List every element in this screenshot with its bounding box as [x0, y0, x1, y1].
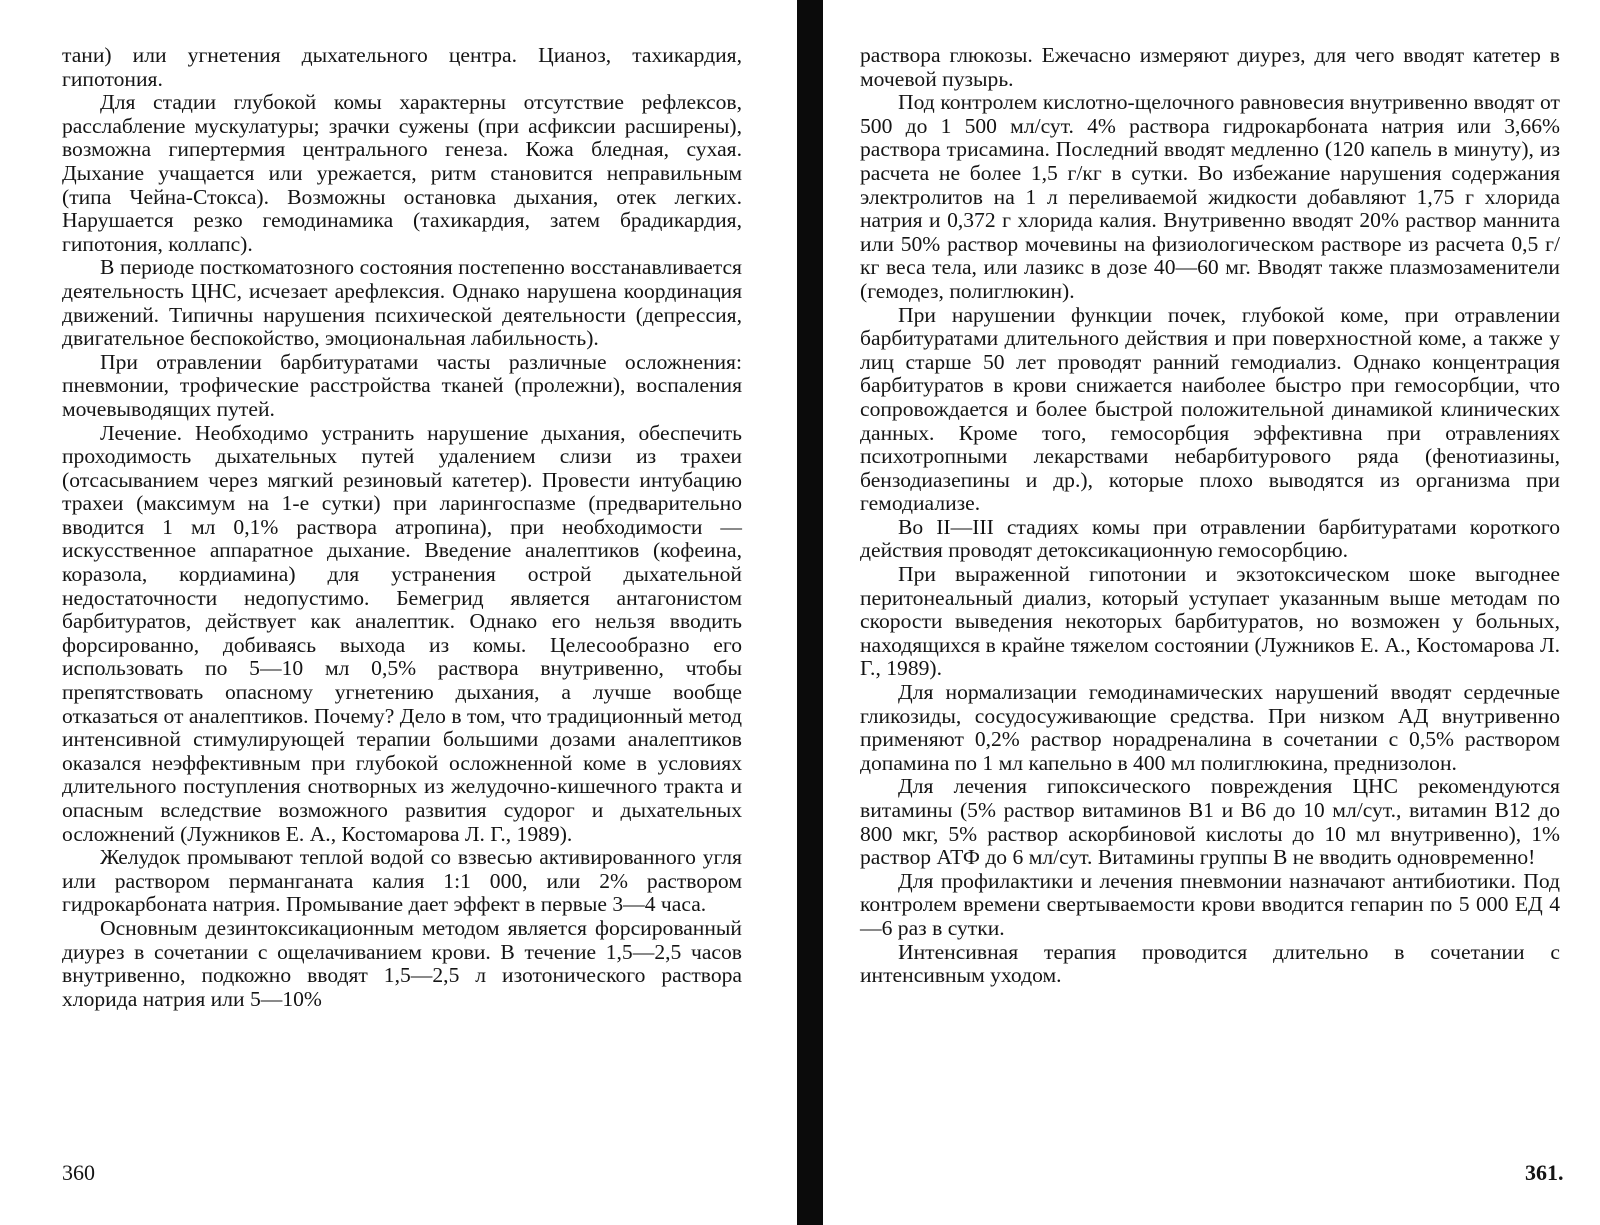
paragraph: Для нормализации гемодинамических нарушений вводят сердечные гликозиды, сосудосуживающие средства. При низком АД внутривенно применяют 0,2% раствор норадреналина в сочетании с 0,5% раствором допамина по 1 мл капельно в 400 мл полиглюкина, преднизолон. — [860, 680, 1560, 775]
paragraph: Лечение. Необходимо устранить нарушение дыхания, обеспечить проходимость дыхательных путей удалением слизи из трахеи (отсасыванием через мягкий резиновый катетер). Провести интубацию трахеи (максимум на 1-е сутки) при ларингоспазме (предварительно вводится 1 мл 0,1% раствора атропина), при необходимости — искусственное аппаратное дыхание. Введение аналептиков (кофеина, коразола, кордиамина) для устранения острой дыхательной недостаточности недопустимо. Бемегрид является антагонистом барбитуратов, действует как аналептик. Однако его нельзя вводить форсированно, добиваясь выхода из комы. Целесообразно его использовать по 5—10 мл 0,5% раствора внутривенно, чтобы препятствовать опасному угнетению дыхания, а лучше вообще отказаться от аналептиков. Почему? Дело в том, что традиционный метод интенсивной стимулирующей терапии большими дозами аналептиков оказался неэффективным при глубокой осложненной коме в условиях длительного поступления снотворных из желудочно-кишечного тракта и опасным вследствие возможного развития судорог и дыхательных осложнений (Лужников Е. А., Костомарова Л. Г., 1989). — [62, 420, 742, 846]
paragraph: При выраженной гипотонии и экзотоксическом шоке выгоднее перитонеальный диализ, который уступает указанным выше методам по скорости выведения некоторых барбитуратов, но возможен у больных, находящихся в крайне тяжелом состоянии (Лужников Е. А., Костомарова Л. Г., 1989). — [860, 562, 1560, 681]
paragraph: Интенсивная терапия проводится длительно в сочетании с интенсивным уходом. — [860, 939, 1560, 988]
paragraph: Основным дезинтоксикационным методом является форсированный диурез в сочетании с ощелачиванием крови. В течение 1,5—2,5 часов внутривенно, подкожно вводят 1,5—2,5 л изотонического раствора хлорида натрия или 5—10% — [62, 915, 742, 1011]
paragraph: тани) или угнетения дыхательного центра. Цианоз, тахикардия, гипотония. — [62, 43, 742, 91]
paragraph: Для лечения гипоксического повреждения ЦНС рекомендуются витамины (5% раствор витаминов B1 и B6 до 10 мл/сут., витамин B12 до 800 мкг, 5% раствор аскорбиновой кислоты до 10 мл внутривенно), 1% раствор АТФ до 6 мл/сут. Витамины группы В не вводить одновременно! — [860, 774, 1560, 870]
paragraph: Под контролем кислотно-щелочного равновесия внутривенно вводят от 500 до 1 500 мл/сут. 4% раствора гидрокарбоната натрия или 3,66% раствора трисамина. Последний вводят медленно (120 капель в минуту), из расчета не более 1,5 г/кг в сутки. Во избежание нарушения содержания электролитов на 1 л переливаемой жидкости добавляют 1,75 г хлорида натрия и 0,372 г хлорида калия. Внутривенно вводят 20% раствор маннита или 50% раствор мочевины на физиологическом растворе из расчета 0,5 г/кг веса тела, или лазикс в дозе 40—60 мг. Вводят также плазмозаменители (гемодез, полиглюкин). — [860, 90, 1560, 303]
paragraph: Для профилактики и лечения пневмонии назначают антибиотики. Под контролем времени свертываемости крови вводится гепарин по 5 000 ЕД 4—6 раз в сутки. — [860, 868, 1560, 940]
paragraph: Для стадии глубокой комы характерны отсутствие рефлексов, расслабление мускулатуры; зрачки сужены (при асфиксии расширены), возможна гипертермия центрального генеза. Кожа бледная, сухая. Дыхание учащается или урежается, ритм становится неправильным (типа Чейна-Стокса). Возможны остановка дыхания, отек легких. Нарушается резко гемодинамика (тахикардия, затем брадикардия, гипотония, коллапс). — [62, 90, 742, 256]
left-page-text — [62, 44, 742, 1011]
right-page-text — [860, 44, 1560, 988]
paragraph: Во II—III стадиях комы при отравлении барбитуратами короткого действия проводят детоксикационную гемосорбцию. — [860, 514, 1560, 563]
paragraph: При нарушении функции почек, глубокой коме, при отравлении барбитуратами длительного действия и при поверхностной коме, а также у лиц старше 50 лет проводят ранний гемодиализ. Однако концентрация барбитуратов в крови снижается наиболее быстро при гемосорбции, что сопровождается и более быстрой положительной динамикой клинических данных. Кроме того, гемосорбция эффективна при отравлениях психотропными лекарствами небарбитурового ряда (фенотиазины, бензодиазепины и др.), которые плохо выводятся из организма при гемодиализе. — [860, 302, 1560, 516]
paragraph: раствора глюкозы. Ежечасно измеряют диурез, для чего вводят катетер в мочевой пузырь. — [860, 43, 1560, 91]
paragraph: В периоде посткоматозного состояния постепенно восстанавливается деятельность ЦНС, исчезает арефлексия. Однако нарушена координация движений. Типичны нарушения психической деятельности (депрессия, двигательное беспокойство, эмоциональная лабильность). — [62, 255, 742, 351]
right-page — [820, 0, 1600, 1225]
paragraph: Желудок промывают теплой водой со взвесью активированного угля или раствором перманганата калия 1:1 000, или 2% раствором гидрокарбоната натрия. Промывание дает эффект в первые 3—4 часа. — [62, 845, 742, 917]
page-number: 361. — [1525, 1160, 1564, 1185]
paragraph: При отравлении барбитуратами часты различные осложнения: пневмонии, трофические расстройства тканей (пролежни), воспаления мочевыводящих путей. — [62, 349, 742, 421]
page-number: 360 — [62, 1160, 95, 1185]
